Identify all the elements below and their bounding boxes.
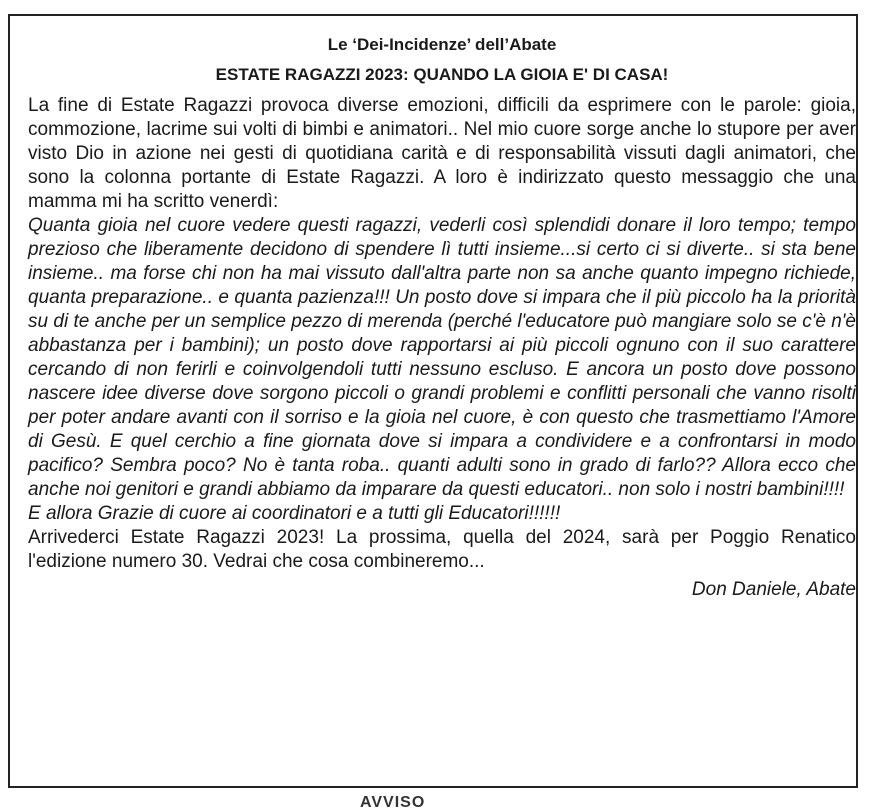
article-frame — [8, 14, 858, 788]
next-section-heading-text: AVVISO — [360, 794, 426, 811]
article-kicker: Le ‘Dei-Incidenze’ dell’Abate — [327, 35, 557, 54]
article-content — [28, 34, 856, 602]
next-section-heading-fragment — [360, 794, 500, 811]
closing-paragraph: Arrivederci Estate Ragazzi 2023! La prossima, quella del 2024, sarà per Poggio Renatico l'edizione numero 30. Vedrai che cosa combineremo... — [28, 527, 856, 572]
mother-message-quote: Quanta gioia nel cuore vedere questi ragazzi, vederli così splendidi donare il loro tempo; tempo prezioso che liberamente decidono di spendere lì tutti insieme...si certo ci si diverte.. si sta bene insieme.. ma forse chi non ha mai vissuto dall'altra parte non sa anche quanto impegno richiede, quanta preparazione.. e quanta pazienza!!! Un posto dove si impara che il più piccolo ha la priorità su di te anche per un semplice pezzo di merenda (perché l'educatore può mangiare solo se c'è n'è abbastanza per i bambini); un posto dove rapportarsi ai più piccoli ognuno con il suo carattere cercando di non ferirli e coinvolgendoli tutti nessuno escluso. E ancora un posto dove possono nascere idee diverse dove sorgono piccoli o grandi problemi e conflitti personali che vanno risolti per poter andare avanti con il sorriso e la gioia nel cuore, è con questo che trasmettiamo l'Amore di Gesù. E quel cerchio a fine giornata dove si impara a condividere e a confrontarsi in modo pacifico? Sembra poco? No è tanta roba.. quanti adulti sono in grado di farlo?? Allora ecco che anche noi genitori e grandi abbiamo da imparare da questi educatori.. non solo i nostri bambini!!!! — [28, 215, 856, 500]
article-headline: ESTATE RAGAZZI 2023: QUANDO LA GIOIA E' DI CASA! — [215, 65, 669, 84]
author-signature: Don Daniele, Abate — [691, 579, 856, 600]
thanks-line: E allora Grazie di cuore ai coordinatori e a tutti gli Educatori!!!!!! — [28, 503, 561, 524]
article-intro-paragraph: La fine di Estate Ragazzi provoca diverse emozioni, difficili da esprimere con le parole: gioia, commozione, lacrime sui volti di bimbi e animatori.. Nel mio cuore sorge anche lo stupore per aver visto Dio in azione nei gesti di quotidiana carità e di responsabilità vissuti dagli animatori, che sono la colonna portante di Estate Ragazzi. A loro è indirizzato questo messaggio che una mamma mi ha scritto venerdì: — [28, 95, 856, 212]
